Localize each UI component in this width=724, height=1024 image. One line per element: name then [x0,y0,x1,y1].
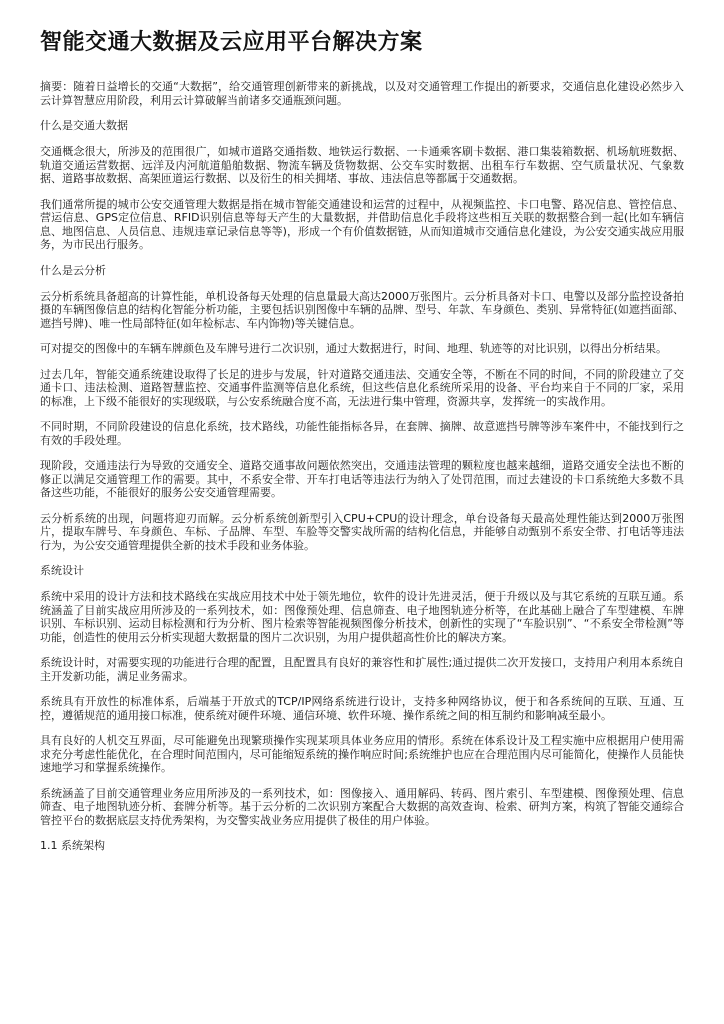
paragraph: 云分析系统的出现，问题将迎刃而解。云分析系统创新型引入CPU+CPU的设计理念，单台设备每天最高处理性能达到2000万张图片，提取车牌号、车身颜色、车标、子品牌、车型、车脸等交警实战所需的结构化信息，并能够自动甄别不系安全带、打电话等违法行为，为公安交通管理提供全新的技术手段和业务体验。 [40,511,684,552]
paragraph: 系统具有开放性的标准体系，后端基于开放式的TCP/IP网络系统进行设计，支持多种网络协议，便于和各系统间的互联、互通、互控，遵循规范的通用接口标准，使系统对硬件环境、通信环境、软件环境、操作系统之间的相互制约和影响减至最小。 [40,695,684,722]
section-heading-system-design: 系统设计 [40,564,84,577]
section-heading-system-architecture: 1.1 系统架构 [40,839,105,852]
paragraph: 交通概念很大，所涉及的范围很广，如城市道路交通指数、地铁运行数据、一卡通乘客刷卡数据、港口集装箱数据、机场航班数据、轨道交通运营数据、远洋及内河航道船舶数据、物流车辆及货物数据、公交车实时数据、出租车行车数据、空气质量状况、气象数据、道路事故数据、高架匝道运行数据、以及衍生的相关拥堵、事故、违法信息等都属于交通数据。 [40,145,684,185]
paragraph: 现阶段，交通违法行为导致的交通安全、道路交通事故问题依然突出，交通违法管理的颗粒度也越来越细，道路交通安全法也不断的修正以满足交通管理工作的需要。其中，不系安全带、开车打电话等违法行为纳入了处罚范围，而过去建设的卡口系统绝大多数不具备这些功能，不能很好的服务公安交通管理需要。 [40,459,684,499]
paragraph: 不同时期，不同阶段建设的信息化系统，技术路线，功能性能指标各异，在套牌、摘牌、故意遮挡号牌等涉车案件中，不能找到行之有效的手段处理。 [40,420,684,447]
section-heading-traffic-big-data: 什么是交通大数据 [40,119,128,132]
paragraph: 系统涵盖了目前交通管理业务应用所涉及的一系列技术，如：图像接入、通用解码、转码、图片索引、车型建模、图像预处理、信息筛查、电子地图轨迹分析、套牌分析等。基于云分析的二次识别方案配合大数据的高效查询、检索、研判方案，构筑了智能交通综合管控平台的数据底层支持优秀架构，为交警实战业务应用提供了极佳的用户体验。 [40,786,684,827]
section-heading-cloud-analysis: 什么是云分析 [40,263,106,277]
paragraph: 可对提交的图像中的车辆车牌颜色及车牌号进行二次识别，通过大数据进行，时间、地理、轨迹等的对比识别，以得出分析结果。 [40,342,667,355]
paragraph: 系统中采用的设计方法和技术路线在实战应用技术中处于领先地位，软件的设计先进灵活，便于升级以及与其它系统的互联互通。系统涵盖了目前实战应用所涉及的一系列技术，如：图像预处理、信息筛查、电子地图轨迹分析等，在此基础上融合了车型建模、车牌识别、车标识别、运动目标检测和行为分析、图片检索等智能视频图像分析技术，创新性的实现了“车脸识别”、“不系安全带检测”等功能，创造性的使用云分析实现超大数据量的图片二次识别，为用户提供超高性价比的解决方案。 [40,590,684,644]
abstract-paragraph: 摘要：随着日益增长的交通“大数据”，给交通管理创新带来的新挑战，以及对交通管理工作提出的新要求，交通信息化建设必然步入云计算智慧应用阶段，利用云计算破解当前诸多交通瓶颈问题。 [40,80,684,107]
paragraph: 云分析系统具备超高的计算性能，单机设备每天处理的信息量最大高达2000万张图片。云分析具备对卡口、电警以及部分监控设备拍摄的车辆图像信息的结构化智能分析功能，主要包括识别图像中车辆的品牌、型号、年款、车身颜色、类别、异常特征(如遮挡面部、遮挡号牌)、唯一性局部特征(如年检标志、车内饰物)等关键信息。 [40,289,684,330]
document-title: 智能交通大数据及云应用平台解决方案 [40,30,423,55]
paragraph: 系统设计时，对需要实现的功能进行合理的配置，且配置具有良好的兼容性和扩展性;通过提供二次开发接口，支持用户利用本系统自主开发新功能，满足业务需求。 [40,656,684,683]
paragraph: 我们通常所提的城市公安交通管理大数据是指在城市智能交通建设和运营的过程中，从视频监控、卡口电警、路况信息、管控信息、营运信息、GPS定位信息、RFID识别信息等每天产生的大量数据，并借助信息化手段将这些相互关联的数据整合到一起(比如车辆信息、地图信息、人员信息、违规违章记录信息等等)，形成一个有价值数据链，从而知道城市交通信息化建设，为公安交通实战应用服务，为市民出行服务。 [40,197,684,251]
paragraph: 具有良好的人机交互界面，尽可能避免出现繁琐操作实现某项具体业务应用的情形。系统在体系设计及工程实施中应根据用户使用需求充分考虑性能优化，在合理时间范围内，尽可能缩短系统的操作响应时间;系统维护也应在合理范围内尽可能简化，使操作人员能快速地学习和掌握系统操作。 [40,734,684,774]
paragraph: 过去几年，智能交通系统建设取得了长足的进步与发展，针对道路交通违法、交通安全等，不断在不同的时间，不同的阶段建立了交通卡口、违法检测、道路智慧监控、交通事件监测等信息化系统，但这些信息化系统所采用的设备、平台均来自于不同的厂家，采用的标准，上下级不能很好的实现级联，与公安系统融合度不高，无法进行集中管理，资源共享，发挥统一的实战作用。 [40,367,684,408]
